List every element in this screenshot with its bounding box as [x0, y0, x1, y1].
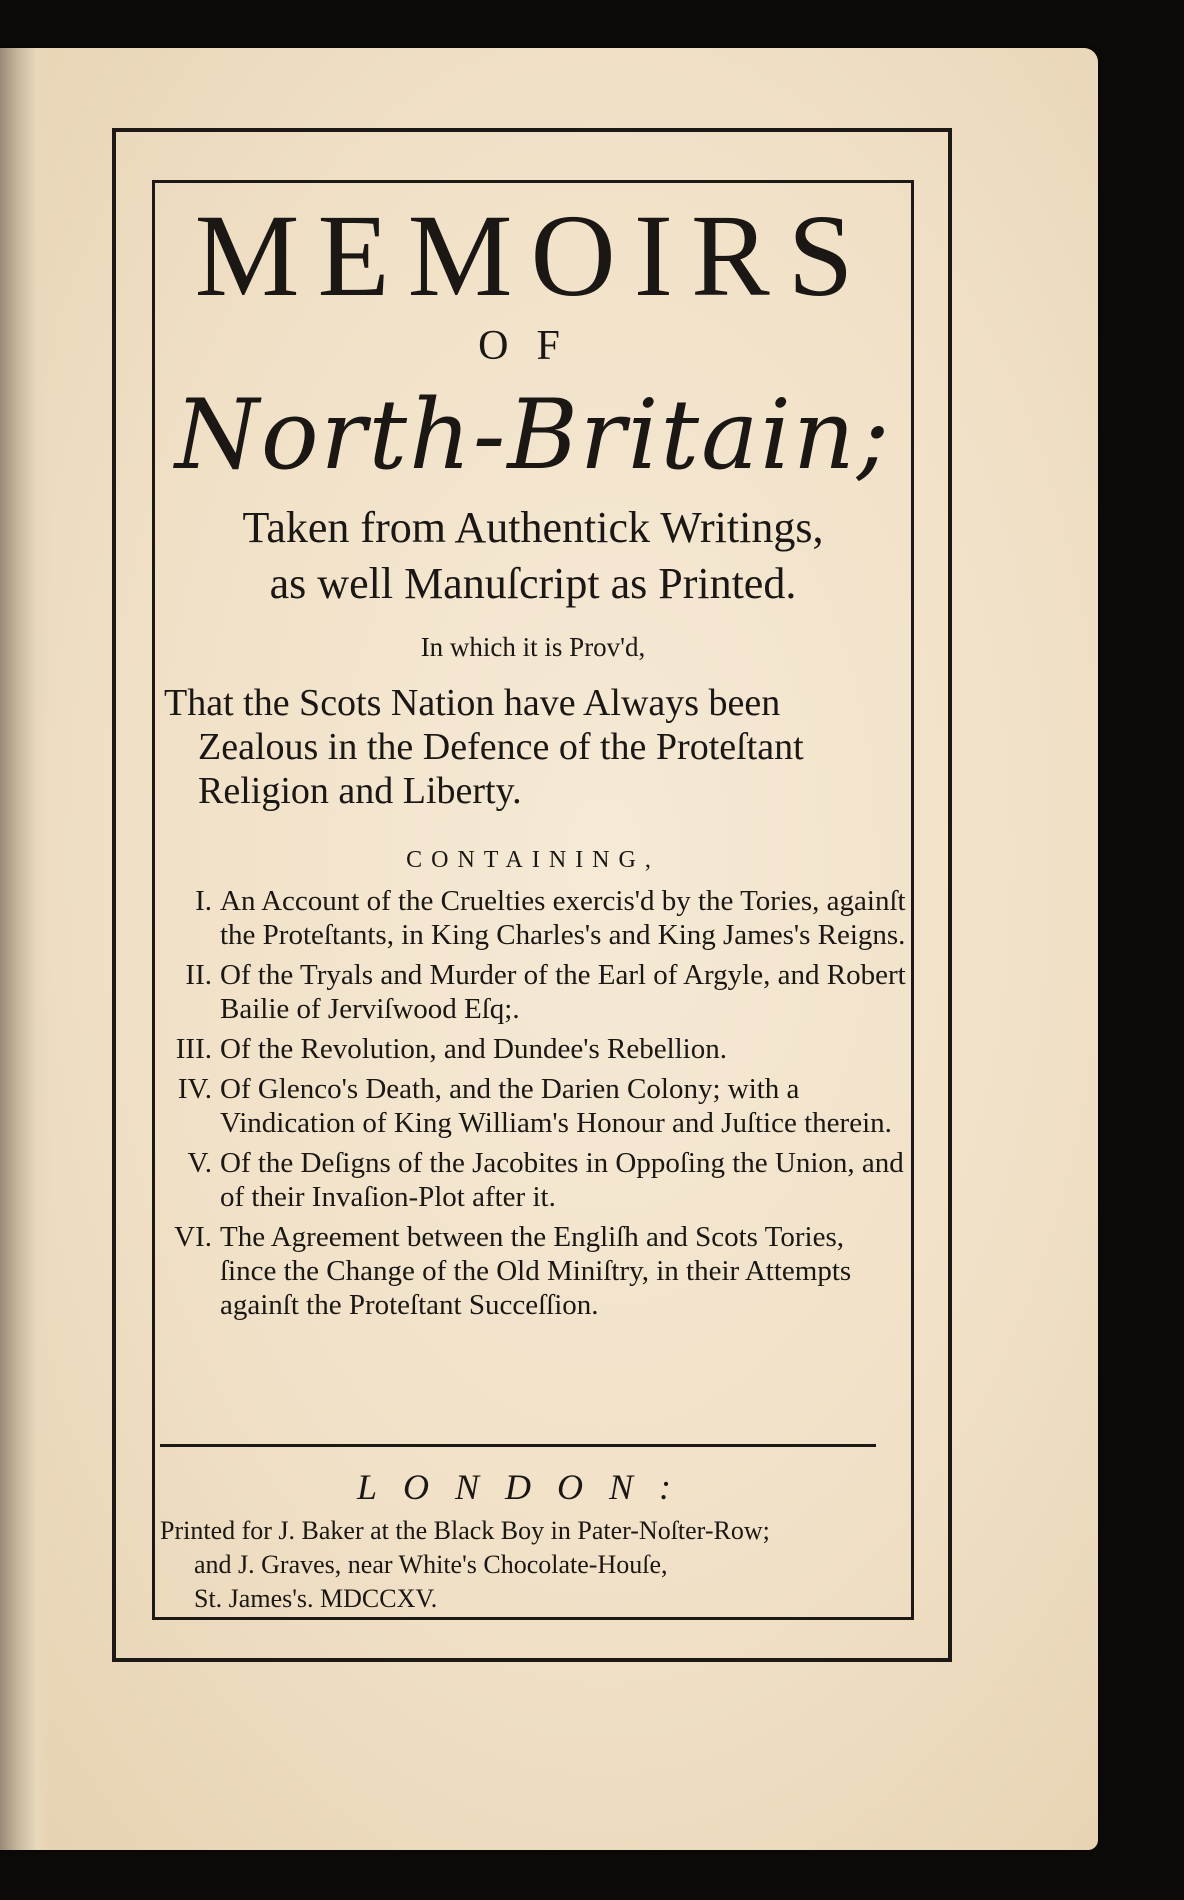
book-spine-edge	[0, 48, 52, 1850]
title-subject: North-Britain;	[174, 379, 892, 491]
item-text: Of the Tryals and Murder of the Earl of Argyle, and Robert Bailie of Jerviſwood Eſq;.	[220, 959, 906, 1025]
contents-item	[160, 884, 906, 952]
contents-item	[160, 1146, 906, 1214]
item-text: Of the Revolution, and Dundee's Rebellion.	[220, 1033, 727, 1065]
proposition-line-2: Zealous in the Defence of the Proteſtant	[198, 726, 804, 768]
item-text: The Agreement between the Engliſh and Scots Tories, ſince the Change of the Old Miniſtry, in their Attempts againſt the Proteſtant Succeſſion.	[220, 1221, 852, 1321]
contents-item	[160, 1032, 906, 1066]
item-number: IV.	[177, 1073, 212, 1105]
item-number: VI.	[174, 1221, 212, 1253]
item-text: Of Glenco's Death, and the Darien Colony; with a Vindication of King William's Honour and Juſtice therein.	[220, 1073, 892, 1139]
item-number: II.	[185, 959, 212, 991]
imprint-text	[160, 1514, 894, 1616]
imprint-line-2: and J. Graves, near White's Chocolate-Houſe,	[194, 1550, 668, 1579]
contents-item	[160, 1220, 906, 1322]
imprint-line-3: St. James's. MDCCXV.	[194, 1584, 438, 1613]
item-text: Of the Deſigns of the Jacobites in Oppoſing the Union, and of their Invaſion-Plot after it.	[220, 1147, 904, 1213]
title-of: OF	[478, 323, 588, 369]
subtitle-line-2: as well Manuſcript as Printed.	[269, 559, 797, 608]
contents-item	[160, 1072, 906, 1140]
item-number: III.	[175, 1033, 212, 1065]
contents-list	[160, 884, 906, 1322]
imprint	[160, 1466, 894, 1616]
proposition-line-3: Religion and Liberty.	[198, 770, 522, 812]
item-text: An Account of the Cruelties exercis'd by the Tories, againſt the Proteſtants, in King Charles's and King James's Reigns.	[220, 885, 906, 951]
title-main: MEMOIRS	[194, 190, 872, 321]
proposition	[160, 681, 906, 813]
containing-heading: CONTAINING,	[406, 847, 660, 873]
imprint-city: LONDON:	[356, 1467, 698, 1507]
item-number: I.	[195, 885, 212, 917]
contents-item	[160, 958, 906, 1026]
imprint-line-1: Printed for J. Baker at the Black Boy in Pater-Noſter-Row;	[160, 1516, 770, 1545]
subtitle-line-1: Taken from Authentick Writings,	[242, 503, 824, 552]
title-block	[160, 190, 906, 1328]
item-number: V.	[187, 1147, 212, 1179]
subtitle	[160, 500, 906, 612]
proposition-line-1: That the Scots Nation have Always been	[164, 682, 781, 724]
provd-line: In which it is Prov'd,	[420, 632, 646, 662]
imprint-separator-rule	[160, 1444, 876, 1447]
